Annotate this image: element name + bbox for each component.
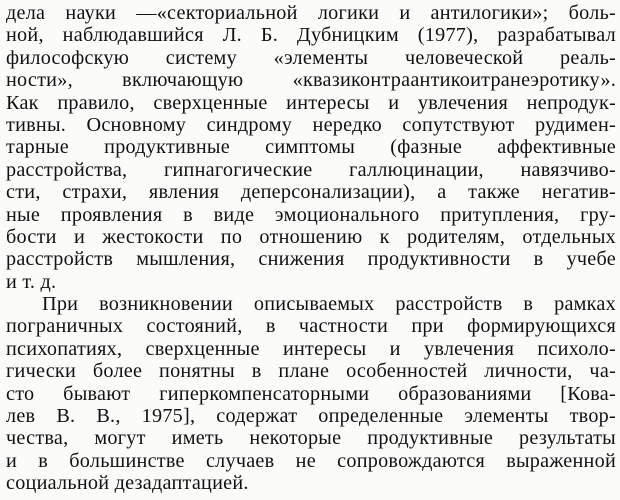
text-line: Как правило, сверхценные интересы и увлечения непродук- [6, 91, 616, 114]
text-line: ные проявления в виде эмоционального притупления, гру- [6, 203, 616, 226]
text-line: чества, могут иметь некоторые продуктивные результаты [6, 427, 616, 450]
text-line: ности», включающую «квазиконтраантикоитранеэротику». [6, 69, 616, 92]
text-line: бости и жестокости по отношению к родителям, отдельных [6, 225, 616, 248]
text-line: и т. д. [6, 270, 57, 293]
text-line: и в большинстве случаев не сопровождаются выраженной [6, 449, 616, 472]
text-line: пограничных состояний, в частности при формирующихся [6, 315, 616, 338]
body-text [6, 2, 616, 495]
text-line: сти, страхи, явления деперсонализации), а также негатив- [6, 181, 616, 204]
text-line: расстройства, гипнагогические галлюцинации, навязчиво- [6, 158, 616, 181]
text-line: ной, наблюдавшийся Л. Б. Дубницким (1977), разрабатывал [6, 24, 616, 47]
text-line: дела науки —«секториальной логики и антилогики»; боль- [6, 2, 616, 24]
text-line: тивны. Основному синдрому нередко сопутствуют рудимен- [6, 113, 616, 136]
text-line: философскую систему «элементы человеческой реаль- [6, 46, 616, 69]
text-line: гически более понятны в плане особенностей личности, ча- [6, 360, 616, 383]
text-line: сто бывают гиперкомпенсаторными образованиями [Кова- [6, 382, 616, 405]
text-line: психопатиях, сверхценные интересы и увлечения психоло- [6, 337, 616, 360]
paragraph-2 [6, 293, 616, 495]
text-line: расстройств мышления, снижения продуктивности в учебе [6, 248, 616, 271]
text-line: лев В. В., 1975], содержат определенные элементы твор- [6, 405, 616, 428]
text-line: При возникновении описываемых расстройств в рамках [42, 293, 616, 316]
text-line: тарные продуктивные симптомы (фазные аффективные [6, 136, 616, 159]
text-line: социальной дезадаптацией. [6, 472, 249, 495]
paragraph-1 [6, 2, 616, 293]
